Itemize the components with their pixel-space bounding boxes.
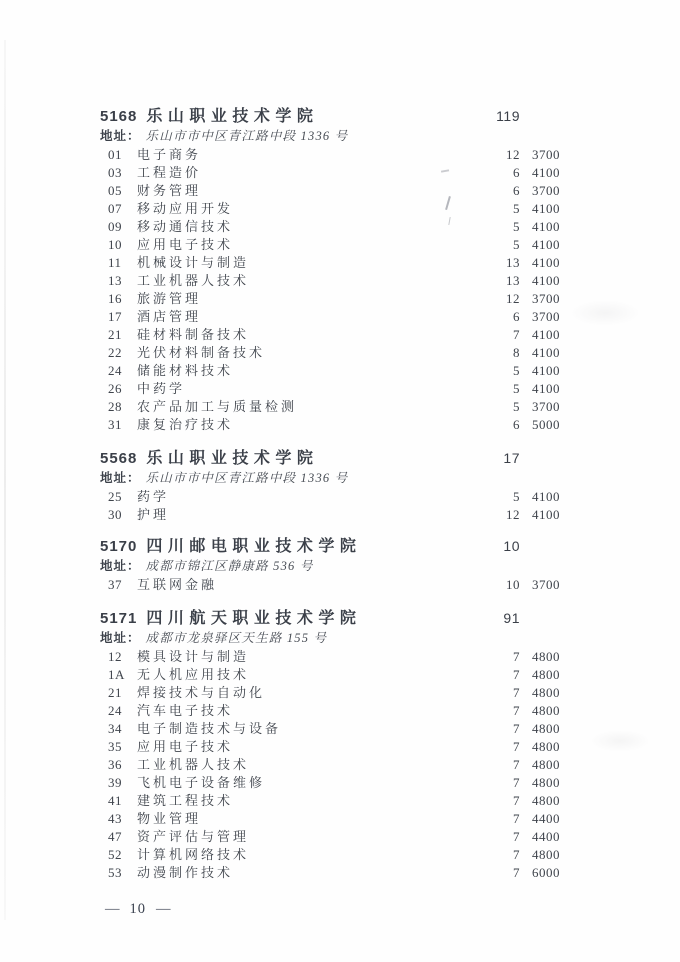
major-name: 光伏材料制备技术: [137, 345, 266, 360]
college-header: [100, 536, 560, 556]
major-tuition-fee: 4400: [532, 811, 560, 826]
college-address-line: [100, 468, 560, 488]
page-footer: [104, 901, 172, 918]
major-name: 互联网金融: [137, 577, 218, 592]
major-name: 旅游管理: [137, 291, 202, 306]
major-row: [100, 864, 560, 882]
major-tuition-fee: 4800: [532, 847, 560, 862]
major-plan-count: 7: [513, 847, 520, 862]
address-text: 成都市龙泉驿区天生路 155 号: [145, 631, 328, 645]
college-section: [100, 448, 560, 524]
major-code: 24: [108, 703, 122, 718]
major-code: 25: [108, 489, 122, 504]
major-code: 39: [108, 775, 122, 790]
major-row: [100, 416, 560, 434]
major-name: 动漫制作技术: [137, 865, 234, 880]
major-tuition-fee: 4100: [532, 381, 560, 396]
college-header: [100, 106, 560, 126]
major-row: [100, 488, 560, 506]
college-address-line: [100, 628, 560, 648]
major-plan-count: 12: [506, 507, 520, 522]
major-row: [100, 236, 560, 254]
major-plan-count: 7: [513, 721, 520, 736]
major-row: [100, 254, 560, 272]
major-code: 16: [108, 291, 122, 306]
major-tuition-fee: 4100: [532, 219, 560, 234]
major-code: 09: [108, 219, 122, 234]
major-plan-count: 5: [513, 219, 520, 234]
major-tuition-fee: 3700: [532, 309, 560, 324]
major-row: [100, 398, 560, 416]
major-tuition-fee: 6000: [532, 865, 560, 880]
major-row: [100, 146, 560, 164]
major-name: 物业管理: [137, 811, 202, 826]
major-tuition-fee: 4800: [532, 739, 560, 754]
major-plan-count: 13: [506, 273, 520, 288]
major-code: 21: [108, 327, 122, 342]
address-text: 乐山市市中区青江路中段 1336 号: [145, 471, 349, 485]
major-row: [100, 326, 560, 344]
major-name: 康复治疗技术: [137, 417, 234, 432]
major-plan-count: 10: [506, 577, 520, 592]
major-row: [100, 756, 560, 774]
major-row: [100, 506, 560, 524]
page-number: 10: [129, 901, 146, 917]
major-tuition-fee: 5000: [532, 417, 560, 432]
major-tuition-fee: 4800: [532, 757, 560, 772]
major-code: 07: [108, 201, 122, 216]
major-row: [100, 774, 560, 792]
major-plan-count: 7: [513, 649, 520, 664]
college-total-plan: 17: [503, 450, 520, 466]
major-row: [100, 218, 560, 236]
major-code: 34: [108, 721, 122, 736]
major-tuition-fee: 4100: [532, 201, 560, 216]
major-row: [100, 828, 560, 846]
major-row: [100, 182, 560, 200]
major-plan-count: 8: [513, 345, 520, 360]
major-name: 资产评估与管理: [137, 829, 250, 844]
major-row: [100, 380, 560, 398]
major-code: 43: [108, 811, 122, 826]
major-row: [100, 738, 560, 756]
major-name: 电子商务: [137, 147, 202, 162]
major-name: 建筑工程技术: [137, 793, 234, 808]
major-row: [100, 200, 560, 218]
major-name: 工业机器人技术: [137, 757, 250, 772]
major-plan-count: 5: [513, 363, 520, 378]
major-plan-count: 7: [513, 775, 520, 790]
major-tuition-fee: 4100: [532, 165, 560, 180]
major-name: 财务管理: [137, 183, 202, 198]
major-tuition-fee: 4100: [532, 507, 560, 522]
college-code: 5170: [100, 538, 138, 555]
college-total-plan: 91: [503, 610, 520, 626]
major-code: 17: [108, 309, 122, 324]
major-row: [100, 684, 560, 702]
major-name: 汽车电子技术: [137, 703, 234, 718]
college-name: 四川航天职业技术学院: [146, 610, 362, 627]
college-name: 乐山职业技术学院: [146, 108, 319, 125]
major-plan-count: 7: [513, 793, 520, 808]
college-address-line: [100, 556, 560, 576]
address-text: 成都市锦江区静康路 536 号: [145, 559, 314, 573]
major-name: 储能材料技术: [137, 363, 234, 378]
major-row: [100, 290, 560, 308]
major-code: 11: [108, 255, 122, 270]
major-tuition-fee: 4100: [532, 327, 560, 342]
college-name: 乐山职业技术学院: [146, 450, 319, 467]
major-row: [100, 792, 560, 810]
major-code: 41: [108, 793, 122, 808]
major-code: 35: [108, 739, 122, 754]
major-rows: [100, 648, 560, 882]
major-code: 26: [108, 381, 122, 396]
college-address-line: [100, 126, 560, 146]
major-plan-count: 12: [506, 291, 520, 306]
major-tuition-fee: 4100: [532, 273, 560, 288]
major-code: 05: [108, 183, 122, 198]
major-plan-count: 7: [513, 829, 520, 844]
major-tuition-fee: 4800: [532, 775, 560, 790]
major-name: 计算机网络技术: [137, 847, 250, 862]
major-plan-count: 6: [513, 417, 520, 432]
major-tuition-fee: 4100: [532, 255, 560, 270]
major-row: [100, 720, 560, 738]
major-name: 农产品加工与质量检测: [137, 399, 298, 414]
major-tuition-fee: 3700: [532, 577, 560, 592]
major-rows: [100, 146, 560, 434]
major-tuition-fee: 4100: [532, 237, 560, 252]
major-name: 工程造价: [137, 165, 202, 180]
major-tuition-fee: 4800: [532, 685, 560, 700]
major-name: 工业机器人技术: [137, 273, 250, 288]
major-row: [100, 576, 560, 594]
major-rows: [100, 576, 560, 594]
major-name: 焊接技术与自动化: [137, 685, 266, 700]
college-section: [100, 106, 560, 434]
major-plan-count: 5: [513, 201, 520, 216]
major-name: 硅材料制备技术: [137, 327, 250, 342]
college-header: [100, 448, 560, 468]
major-name: 药学: [137, 489, 170, 504]
major-code: 24: [108, 363, 122, 378]
major-tuition-fee: 4400: [532, 829, 560, 844]
major-code: 37: [108, 577, 122, 592]
major-tuition-fee: 4800: [532, 649, 560, 664]
major-plan-count: 5: [513, 489, 520, 504]
major-row: [100, 702, 560, 720]
major-name: 应用电子技术: [137, 237, 234, 252]
major-plan-count: 7: [513, 685, 520, 700]
college-total-plan: 119: [496, 108, 520, 124]
college-name: 四川邮电职业技术学院: [146, 538, 362, 555]
major-code: 13: [108, 273, 122, 288]
major-plan-count: 12: [506, 147, 520, 162]
major-name: 中药学: [137, 381, 186, 396]
major-row: [100, 164, 560, 182]
college-header: [100, 608, 560, 628]
major-row: [100, 810, 560, 828]
major-name: 电子制造技术与设备: [137, 721, 282, 736]
major-tuition-fee: 4100: [532, 363, 560, 378]
address-label: 地址：: [100, 471, 141, 485]
major-row: [100, 344, 560, 362]
major-plan-count: 5: [513, 381, 520, 396]
major-tuition-fee: 3700: [532, 183, 560, 198]
college-code: 5168: [100, 108, 138, 125]
major-code: 10: [108, 237, 122, 252]
major-row: [100, 362, 560, 380]
major-name: 飞机电子设备维修: [137, 775, 266, 790]
major-plan-count: 13: [506, 255, 520, 270]
major-plan-count: 6: [513, 183, 520, 198]
major-plan-count: 5: [513, 237, 520, 252]
major-code: 52: [108, 847, 122, 862]
major-name: 应用电子技术: [137, 739, 234, 754]
major-tuition-fee: 3700: [532, 399, 560, 414]
major-plan-count: 7: [513, 327, 520, 342]
major-code: 31: [108, 417, 122, 432]
major-code: 01: [108, 147, 122, 162]
address-label: 地址：: [100, 631, 141, 645]
major-code: 03: [108, 165, 122, 180]
major-code: 22: [108, 345, 122, 360]
major-code: 30: [108, 507, 122, 522]
major-code: 1A: [108, 667, 125, 682]
major-name: 无人机应用技术: [137, 667, 250, 682]
major-rows: [100, 488, 560, 524]
major-code: 28: [108, 399, 122, 414]
major-name: 移动通信技术: [137, 219, 234, 234]
major-row: [100, 648, 560, 666]
college-code: 5568: [100, 450, 138, 467]
major-row: [100, 666, 560, 684]
college-code: 5171: [100, 610, 138, 627]
major-tuition-fee: 4100: [532, 345, 560, 360]
college-section: [100, 536, 560, 594]
major-tuition-fee: 4800: [532, 793, 560, 808]
address-text: 乐山市市中区青江路中段 1336 号: [145, 129, 349, 143]
major-plan-count: 7: [513, 667, 520, 682]
major-tuition-fee: 4800: [532, 721, 560, 736]
major-code: 21: [108, 685, 122, 700]
major-tuition-fee: 3700: [532, 147, 560, 162]
major-name: 模具设计与制造: [137, 649, 250, 664]
major-tuition-fee: 4100: [532, 489, 560, 504]
major-plan-count: 6: [513, 309, 520, 324]
major-name: 护理: [137, 507, 170, 522]
major-tuition-fee: 4800: [532, 667, 560, 682]
major-code: 36: [108, 757, 122, 772]
address-label: 地址：: [100, 559, 141, 573]
college-section: [100, 608, 560, 882]
footer-dash-left: —: [105, 901, 120, 917]
major-name: 酒店管理: [137, 309, 202, 324]
college-total-plan: 10: [503, 538, 520, 554]
major-plan-count: 7: [513, 865, 520, 880]
major-name: 移动应用开发: [137, 201, 234, 216]
major-plan-count: 7: [513, 811, 520, 826]
major-code: 12: [108, 649, 122, 664]
footer-dash-right: —: [156, 901, 171, 917]
major-tuition-fee: 4800: [532, 703, 560, 718]
major-code: 53: [108, 865, 122, 880]
major-name: 机械设计与制造: [137, 255, 250, 270]
major-plan-count: 6: [513, 165, 520, 180]
major-plan-count: 7: [513, 703, 520, 718]
major-code: 47: [108, 829, 122, 844]
major-row: [100, 308, 560, 326]
address-label: 地址：: [100, 129, 141, 143]
major-row: [100, 846, 560, 864]
major-row: [100, 272, 560, 290]
major-plan-count: 7: [513, 757, 520, 772]
major-tuition-fee: 3700: [532, 291, 560, 306]
major-plan-count: 7: [513, 739, 520, 754]
major-plan-count: 5: [513, 399, 520, 414]
